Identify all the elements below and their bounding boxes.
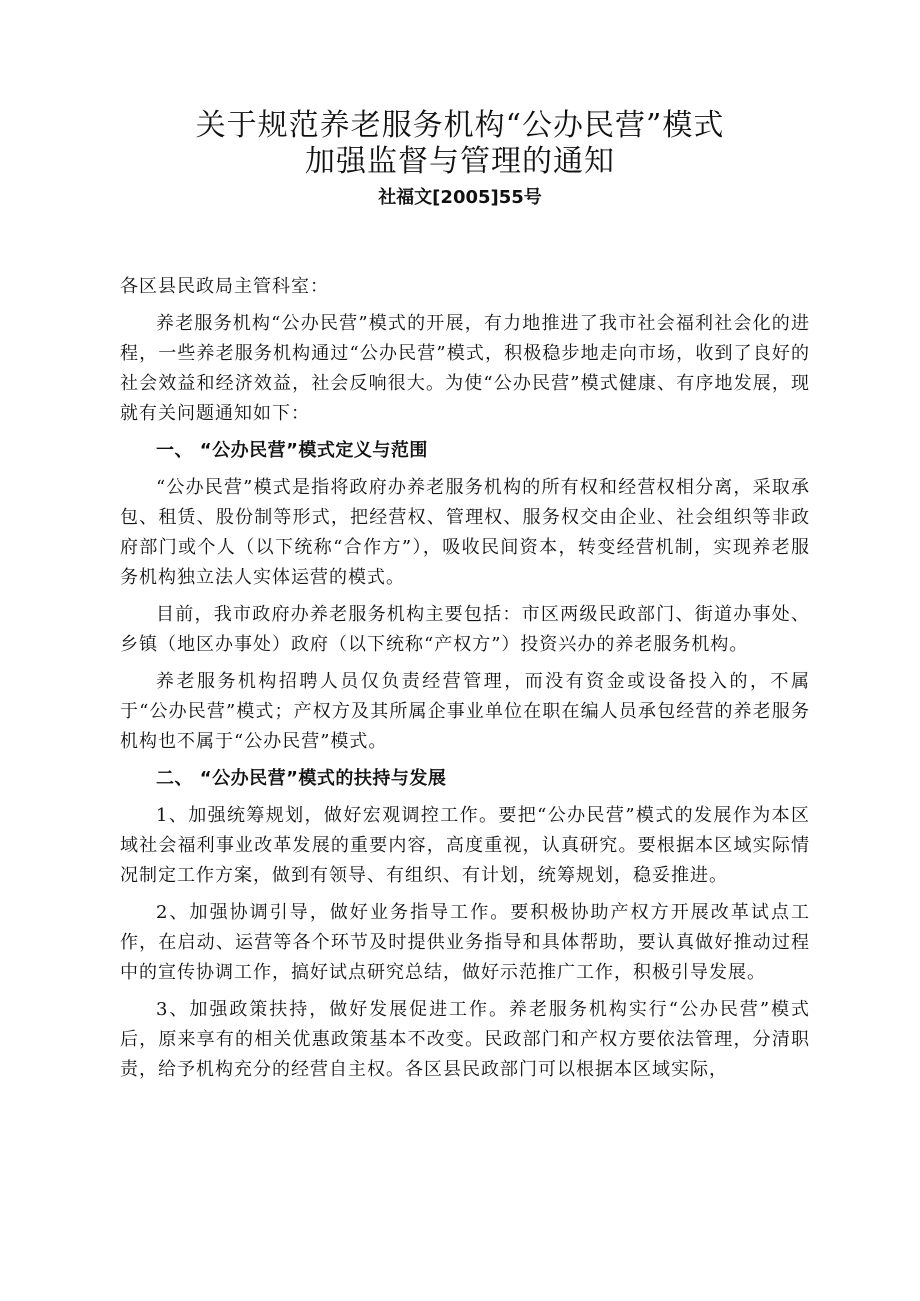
section-2-paragraph-2: 2、加强协调引导，做好业务指导工作。要积极协助产权方开展改革试点工作，在启动、运营等各个环节及时提供业务指导和具体帮助，要认真做好推动过程中的宣传协调工作，搞好试点研究总结，做好示范推广工作，积极引导发展。	[120, 902, 810, 983]
section-1-paragraph-1: “公办民营”模式是指将政府办养老服务机构的所有权和经营权相分离，采取承包、租赁、股份制等形式，把经营权、管理权、服务权交由企业、社会组织等非政府部门或个人（以下统称“合作方”），吸收民间资本，转变经营机制，实现养老服务机构独立法人实体运营的模式。	[120, 477, 810, 588]
section-1-heading: 一、 “公办民营”模式定义与范围	[156, 440, 428, 461]
document-body	[120, 272, 810, 1092]
salutation: 各区县民政局主管科室：	[120, 276, 329, 297]
section-1-paragraph-2: 目前，我市政府办养老服务机构主要包括：市区两级民政部门、街道办事处、乡镇（地区办事处）政府（以下统称“产权方”）投资兴办的养老服务机构。	[120, 604, 810, 655]
document-title-line-2: 加强监督与管理的通知	[305, 144, 615, 179]
section-2-paragraph-1: 1、加强统筹规划，做好宏观调控工作。要把“公办民营”模式的发展作为本区域社会福利事业改革发展的重要内容，高度重视，认真研究。要根据本区域实际情况制定工作方案，做到有领导、有组织、有计划，统筹规划，稳妥推进。	[120, 805, 810, 886]
section-2-heading: 二、 “公办民营”模式的扶持与发展	[156, 768, 447, 789]
document-number: 社福文[2005]55号	[378, 187, 542, 208]
intro-paragraph: 养老服务机构“公办民营”模式的开展，有力地推进了我市社会福利社会化的进程，一些养老服务机构通过“公办民营”模式，积极稳步地走向市场，收到了良好的社会效益和经济效益，社会反响很大。为使“公办民营”模式健康、有序地发展，现就有关问题通知如下：	[120, 313, 810, 424]
section-1-paragraph-3: 养老服务机构招聘人员仅负责经营管理，而没有资金或设备投入的，不属于“公办民营”模式；产权方及其所属企事业单位在职在编人员承包经营的养老服务机构也不属于“公办民营”模式。	[120, 671, 810, 752]
section-2-paragraph-3: 3、加强政策扶持，做好发展促进工作。养老服务机构实行“公办民营”模式后，原来享有的相关优惠政策基本不改变。民政部门和产权方要依法管理，分清职责，给予机构充分的经营自主权。各区县民政部门可以根据本区域实际，	[120, 999, 810, 1080]
document-title-line-1: 关于规范养老服务机构“公办民营”模式	[195, 108, 725, 143]
